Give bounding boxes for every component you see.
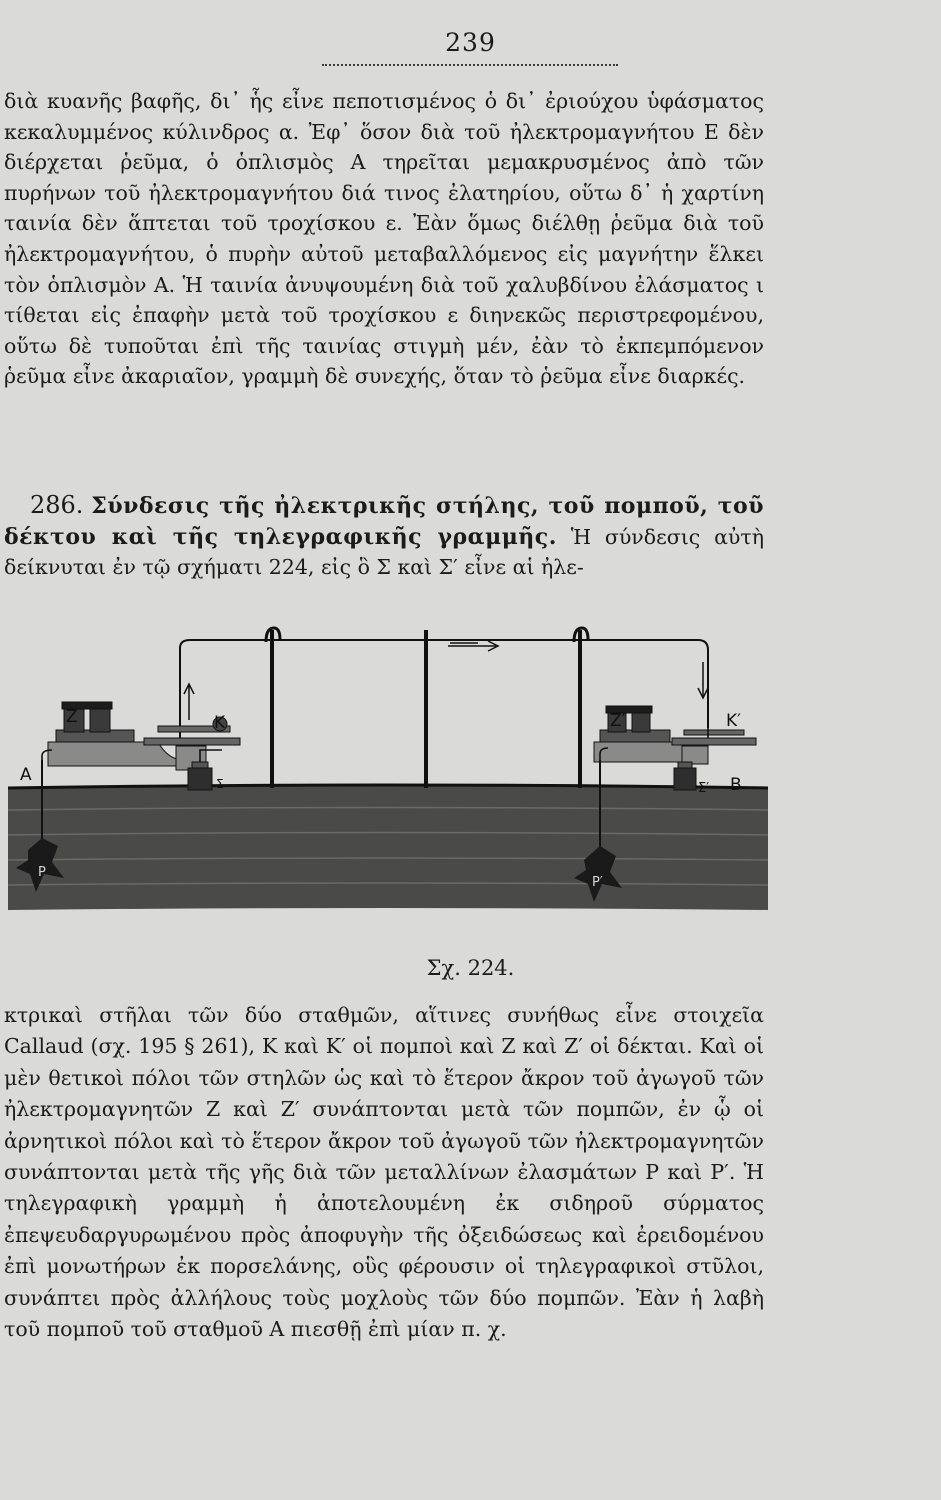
vertical-arrow-left xyxy=(184,684,194,720)
label-a: A xyxy=(20,765,32,785)
figure-224-telegraph-diagram xyxy=(8,610,768,955)
section-paragraph xyxy=(4,490,764,583)
battery-sigma-left xyxy=(188,762,212,790)
figure-caption: Σχ. 224. xyxy=(426,956,515,980)
section-title: Σύνδεσις τῆς ἠλεκτρικῆς στήλης, τοῦ πομποῦ, τοῦ δέκτου καὶ τῆς τηλεγραφικῆς γραμμῆς. xyxy=(4,493,764,550)
vertical-arrow-right xyxy=(698,662,708,698)
section-intro-text: Ἡ σύνδεσις αὐτὴ δείκνυται ἐν τῷ σχήματι 224, εἰς ὃ Σ καὶ Σ′ εἶνε αἱ ἠλε- xyxy=(4,524,764,580)
battery-sigma-right xyxy=(674,762,696,790)
ground-surface xyxy=(8,785,768,910)
paragraph-text: διὰ κυανῆς βαφῆς, δι᾽ ἧς εἶνε πεποτισμένος ὁ δι᾽ ἐριούχου ὑφάσματος κεκαλυμμένος κύλινδρος α. Ἐφ᾽ ὅσον διὰ τοῦ ἠλεκτρομαγνήτου Ε δὲν διέρχεται ῥεῦμα, ὁ ὁπλισμὸς Α τηρεῖται μεμακρυσμένος ἀπὸ τῶν πυρήνων τοῦ ἠλεκτρομαγνήτου διά τινος ἐλατηρίου, οὕτω δ᾽ ἡ χαρτίνη ταινία δὲν ἅπτεται τοῦ τροχίσκου ε. Ἐὰν ὅμως διέλθῃ ῥεῦμα διὰ τοῦ ἠλεκτρομαγνήτου, ὁ πυρὴν αὐτοῦ μεταβαλλόμενος εἰς μαγνήτην ἕλκει τὸν ὁπλισμὸν Α. Ἡ ταινία ἀνυψουμένη διὰ τοῦ χαλυβδίνου ἐλάσματος ι τίθεται εἰς ἐπαφὴν μετὰ τοῦ τροχίσκου ε διηνεκῶς περιστρεφομένου, οὕτω δὲ τυποῦται ἐπὶ τῆς ταινίας στιγμὴ μέν, ἐὰν τὸ ἐκπεμπόμενον ῥεῦμα εἶνε ἀκαριαῖον, γραμμὴ δὲ συνεχής, ὅταν τὸ ῥεῦμα εἶνε διαρκές. xyxy=(4,89,764,389)
label-z-left: Z xyxy=(66,707,78,727)
section-286 xyxy=(4,490,764,583)
receiver-z-right xyxy=(594,706,688,762)
label-k-right: K′ xyxy=(726,711,742,731)
label-z-right: Z′ xyxy=(610,711,626,731)
label-k-left: K xyxy=(214,713,226,733)
paragraph-continued xyxy=(4,86,764,392)
label-p-left: P xyxy=(38,865,46,880)
current-direction-arrow xyxy=(448,641,498,651)
header-rule xyxy=(322,64,618,66)
section-number: 286. xyxy=(30,491,84,519)
paragraph-after-figure xyxy=(4,1000,764,1345)
label-b: B xyxy=(730,775,742,795)
telegraph-poles xyxy=(272,630,580,788)
label-p-right: P′ xyxy=(592,875,603,890)
label-sigma-right: Σ′ xyxy=(698,781,710,796)
paragraph-text: κτρικαὶ στῆλαι τῶν δύο σταθμῶν, αἵτινες συνήθως εἶνε στοιχεῖα Callaud (σχ. 195 § 261), Κ καὶ Κ′ οἱ πομποὶ καὶ Ζ καὶ Ζ′ οἱ δέκται. Καὶ οἱ μὲν θετικοὶ πόλοι τῶν στηλῶν ὡς καὶ τὸ ἕτερον ἄκρον τοῦ ἀγωγοῦ τῶν ἠλεκτρομαγνητῶν Ζ καὶ Ζ′ συνάπτονται μετὰ τῶν πομπῶν, ἐν ᾧ οἱ ἀρνητικοὶ πόλοι καὶ τὸ ἕτερον ἄκρον τοῦ ἀγωγοῦ τῶν ἠλεκτρομαγνητῶν συνάπτονται μετὰ τῆς γῆς διὰ τῶν μεταλλίνων ἐλασμάτων Ρ καὶ Ρ′. Ἡ τηλεγραφικὴ γραμμὴ ἡ ἀποτελουμένη ἐκ σιδηροῦ σύρματος ἐπεψευδαργυρωμένου πρὸς ἀποφυγὴν τῆς ὀξειδώσεως καὶ ἐρειδομένου ἐπὶ μονωτήρων ἐκ πορσελάνης, οὓς φέρουσιν οἱ τηλεγραφικοὶ στῦλοι, συνάπτει πρὸς ἀλλήλους τοὺς μοχλοὺς τῶν δύο πομπῶν. Ἐὰν ἡ λαβὴ τοῦ πομποῦ τοῦ σταθμοῦ Α πιεσθῇ ἐπὶ μίαν π. χ. xyxy=(4,1003,764,1342)
page-number: 239 xyxy=(445,28,496,57)
transmitter-k-right xyxy=(672,730,756,764)
label-sigma-left: Σ xyxy=(216,777,224,791)
